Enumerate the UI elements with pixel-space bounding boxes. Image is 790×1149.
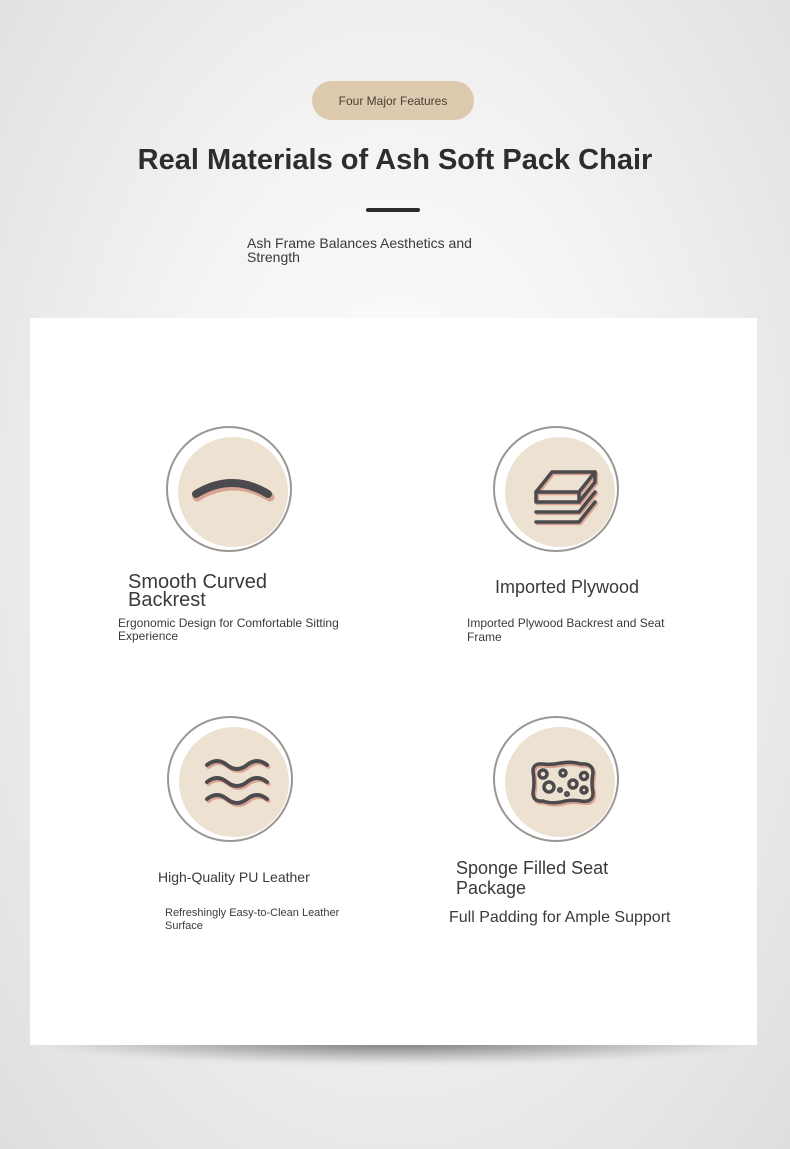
plywood-layers-icon [505,437,615,547]
title-divider [366,208,420,212]
curved-backrest-icon [178,437,288,547]
features-card [30,318,757,1045]
page-subtitle: Ash Frame Balances Aesthetics and Strength [247,235,472,265]
feature-icon-ring [493,426,619,552]
leather-waves-icon [179,727,289,837]
features-badge: Four Major Features [312,81,474,120]
feature-description: Refreshingly Easy-to-Clean Leather Surface [165,907,340,932]
feature-title: Smooth Curved Backrest [128,571,267,611]
feature-title: Sponge Filled Seat Package [456,858,609,898]
feature-description: Imported Plywood Backrest and Seat Frame [467,616,665,644]
feature-description: Full Padding for Ample Support [449,909,671,926]
feature-icon-ring [167,716,293,842]
sponge-icon [505,727,615,837]
feature-title: High-Quality PU Leather [158,869,310,885]
page-title: Real Materials of Ash Soft Pack Chair [137,144,653,176]
feature-description: Ergonomic Design for Comfortable Sitting Experience [118,616,339,643]
feature-title: Imported Plywood [495,577,640,597]
feature-icon-ring [166,426,292,552]
feature-icon-ring [493,716,619,842]
